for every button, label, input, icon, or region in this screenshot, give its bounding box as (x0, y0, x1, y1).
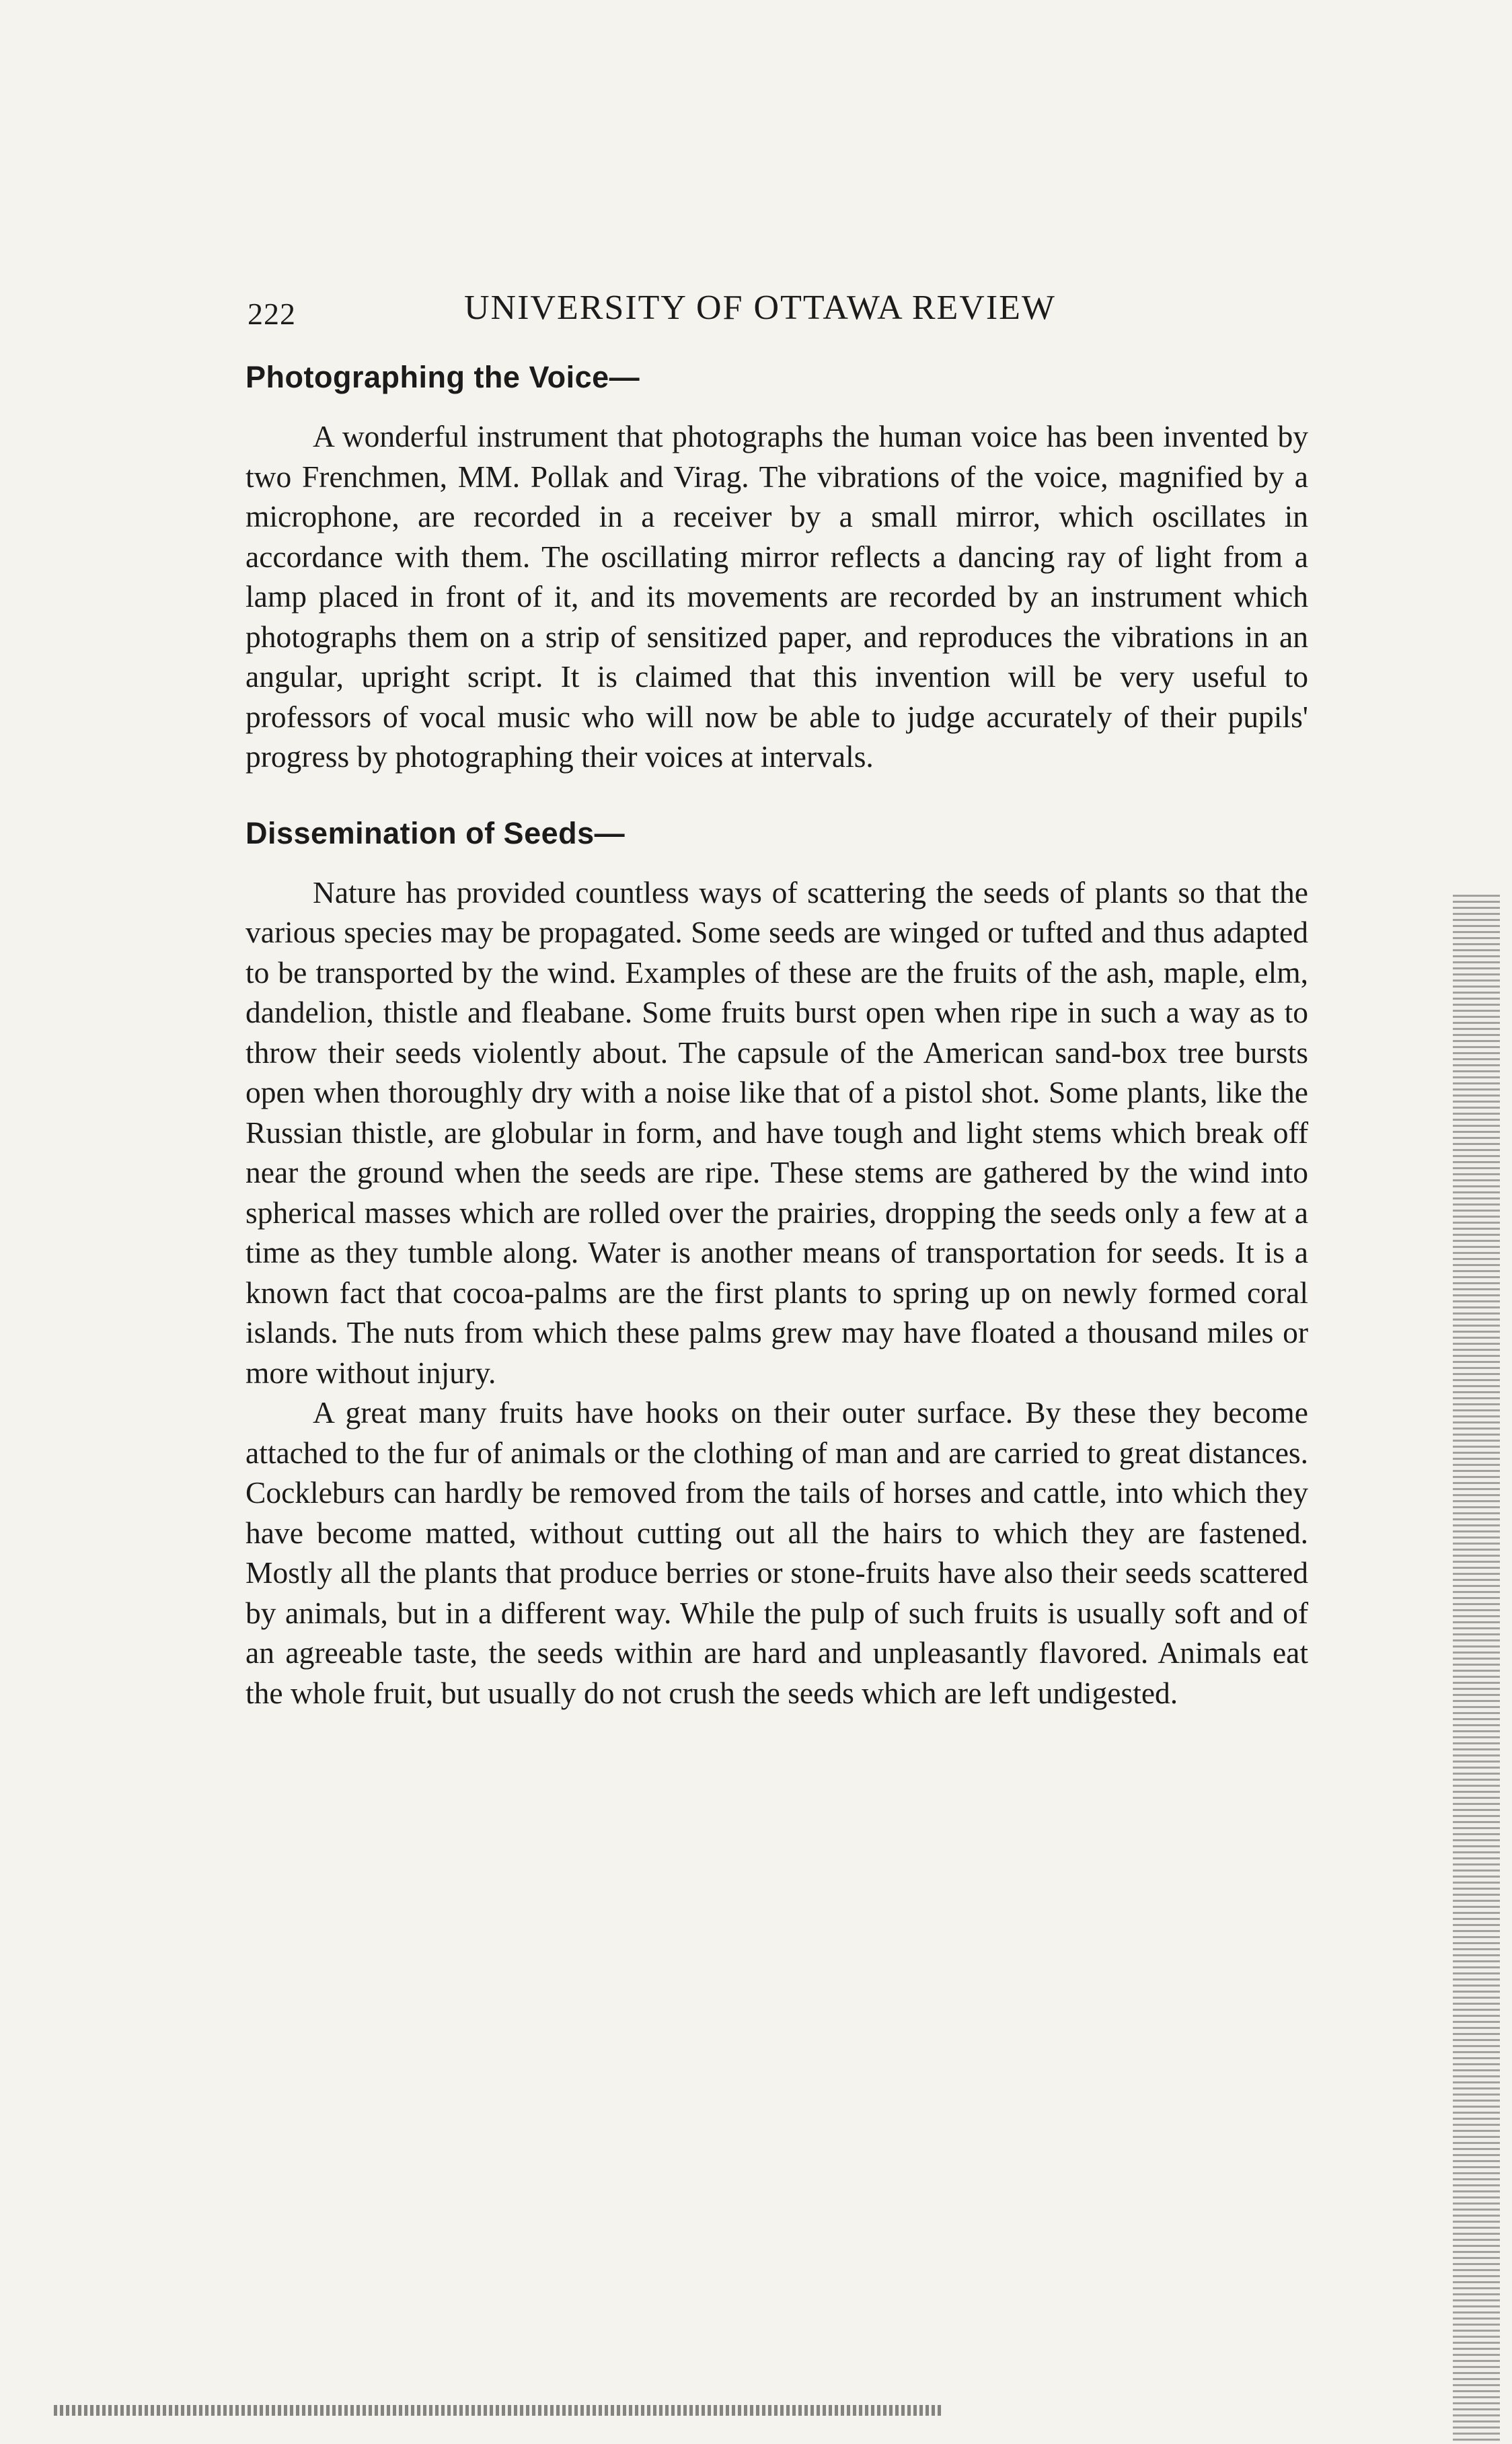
running-title: UNIVERSITY OF OTTAWA REVIEW (464, 289, 1056, 327)
paragraph: A great many fruits have hooks on their outer surface. By these they become attached to the fur of animals or the clothing of man and are carried to great distances. Cockleburs can hardly be removed from the tails of horses and cattle, into which they have become matted, without cutting out all the hairs to which they are fastened. Mostly all the plants that produce berries or stone-fruits have also their seeds scattered by animals, but in a different way. While the pulp of such fruits is usually soft and of an agreeable taste, the seeds within are hard and unpleasantly flavored. Animals eat the whole fruit, but usually do not crush the seeds which are left undigested. (245, 1395, 1308, 1710)
section-dissemination-of-seeds (245, 816, 1308, 1713)
page-header (242, 288, 1291, 335)
section-title: Dissemination of Seeds— (245, 815, 626, 850)
scan-edge-right (1453, 895, 1500, 2442)
paragraph: A wonderful instrument that photographs the human voice has been invented by two Frenchmen, MM. Pollak and Virag. The vibrations of the voice, magnified by a microphone, are recorded in a receiver by a small mirror, which oscillates in accordance with them. The oscillating mirror reflects a dancing ray of light from a lamp placed in front of it, and its movements are recorded by an instrument which photographs them on a strip of sensitized paper, and reproduces the vibrations in an angular, upright script. It is claimed that this invention will be very useful to professors of vocal music who will now be able to judge accurately of their pupils' progress by photographing their voices at intervals. (245, 419, 1308, 774)
page-number: 222 (248, 297, 296, 331)
article-body (245, 360, 1308, 1713)
scan-edge-bottom (54, 2405, 942, 2416)
section-photographing-the-voice (245, 360, 1308, 777)
paragraph: Nature has provided countless ways of scattering the seeds of plants so that the various species may be propagated. Some seeds are winged or tufted and thus adapted to be transported by the wind. Examples of these are the fruits of the ash, maple, elm, dandelion, thistle and fleabane. Some fruits burst open when ripe in such a way as to throw their seeds violently about. The capsule of the American sand-box tree bursts open when thoroughly dry with a noise like that of a pistol shot. Some plants, like the Russian thistle, are globular in form, and have tough and light stems which break off near the ground when the seeds are ripe. These stems are gathered by the wind into spherical masses which are rolled over the prairies, dropping the seeds only a few at a time as they tumble along. Water is another means of transportation for seeds. It is a known fact that cocoa-palms are the first plants to spring up on newly formed coral islands. The nuts from which these palms grew may have floated a thousand miles or more without injury. (245, 875, 1308, 1390)
section-title: Photographing the Voice— (245, 360, 640, 394)
